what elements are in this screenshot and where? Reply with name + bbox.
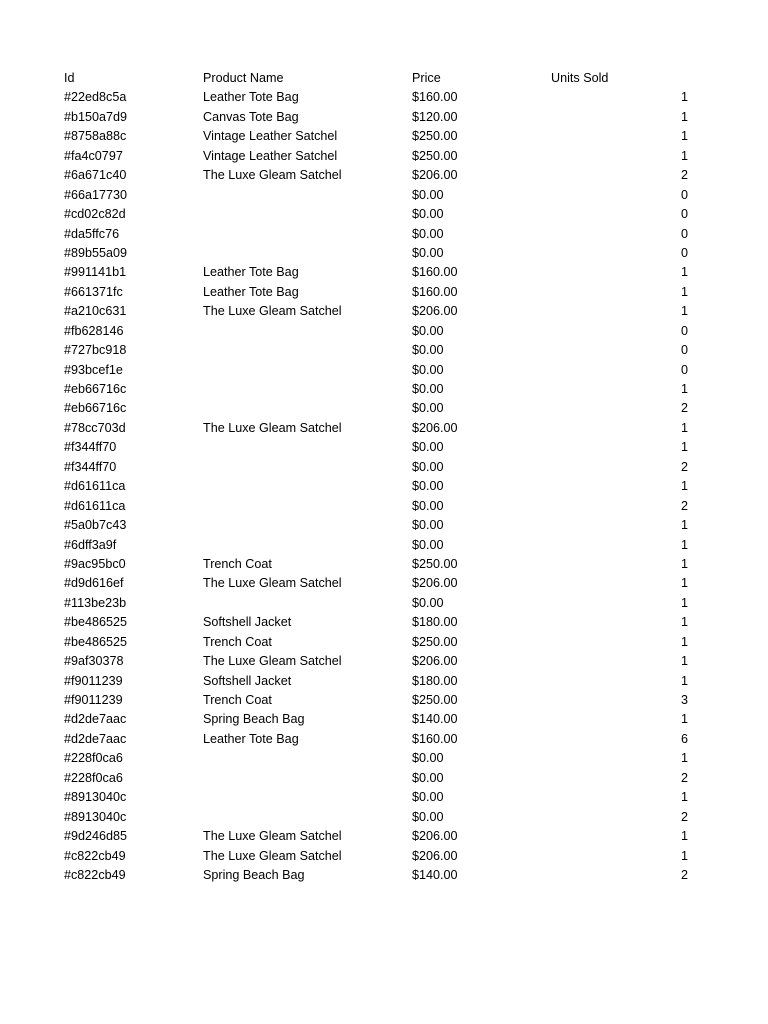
- table-row: [0, 477, 768, 496]
- cell-price: $0.00: [412, 401, 444, 416]
- cell-price: $0.00: [412, 459, 444, 474]
- cell-id: #f344ff70: [64, 440, 117, 455]
- table-row: [0, 186, 768, 205]
- header-product-name: Product Name: [203, 71, 284, 85]
- cell-units-sold: 0: [680, 343, 688, 358]
- cell-price: $206.00: [412, 848, 458, 863]
- cell-product-name: Trench Coat: [203, 693, 272, 707]
- cell-units-sold: 2: [680, 498, 688, 513]
- cell-id: #8758a88c: [64, 129, 127, 144]
- cell-units-sold: 1: [680, 712, 688, 727]
- table-row: [0, 361, 768, 380]
- table-row: [0, 283, 768, 302]
- cell-id: #78cc703d: [64, 420, 126, 435]
- cell-id: #d2de7aac: [64, 731, 127, 746]
- cell-product-name: The Luxe Gleam Satchel: [203, 654, 342, 669]
- table-row: [0, 166, 768, 185]
- cell-id: #cd02c82d: [64, 207, 126, 222]
- cell-id: #d2de7aac: [64, 712, 127, 727]
- cell-price: $206.00: [412, 829, 458, 844]
- cell-product-name: The Luxe Gleam Satchel: [203, 576, 342, 591]
- cell-id: #da5ffc76: [64, 226, 120, 241]
- table-row: [0, 691, 768, 710]
- cell-units-sold: 1: [680, 265, 688, 280]
- cell-id: #6a671c40: [64, 168, 127, 183]
- cell-product-name: Trench Coat: [203, 556, 272, 571]
- table-row: [0, 710, 768, 729]
- cell-price: $140.00: [412, 867, 458, 882]
- cell-product-name: Spring Beach Bag: [203, 867, 305, 882]
- cell-id: #228f0ca6: [64, 770, 123, 785]
- cell-product-name: The Luxe Gleam Satchel: [203, 168, 342, 183]
- cell-units-sold: 2: [680, 168, 688, 183]
- table-row: [0, 808, 768, 827]
- table-row: [0, 788, 768, 807]
- cell-units-sold: 1: [680, 751, 688, 766]
- cell-product-name: The Luxe Gleam Satchel: [203, 829, 342, 844]
- cell-price: $0.00: [412, 595, 444, 610]
- table-row: [0, 749, 768, 768]
- table-row: [0, 574, 768, 593]
- table-row: [0, 458, 768, 477]
- cell-units-sold: 1: [680, 148, 688, 163]
- cell-price: $160.00: [412, 284, 458, 299]
- cell-price: $180.00: [412, 673, 458, 688]
- cell-price: $0.00: [412, 207, 444, 222]
- cell-id: #5a0b7c43: [64, 518, 127, 533]
- cell-id: #8913040c: [64, 809, 127, 824]
- cell-units-sold: 1: [680, 654, 688, 669]
- cell-units-sold: 1: [680, 284, 688, 299]
- cell-price: $0.00: [412, 537, 444, 552]
- cell-id: #fa4c0797: [64, 148, 123, 163]
- cell-price: $206.00: [412, 304, 458, 319]
- cell-product-name: Leather Tote Bag: [203, 90, 299, 105]
- table-row: [0, 847, 768, 866]
- cell-price: $0.00: [412, 440, 444, 455]
- cell-price: $160.00: [412, 265, 458, 280]
- cell-units-sold: 1: [680, 556, 688, 571]
- cell-id: #d61611ca: [64, 479, 126, 494]
- cell-units-sold: 1: [680, 518, 688, 533]
- cell-price: $0.00: [412, 382, 444, 396]
- cell-units-sold: 1: [680, 829, 688, 844]
- cell-price: $206.00: [412, 168, 458, 183]
- cell-units-sold: 1: [680, 576, 688, 591]
- cell-price: $206.00: [412, 576, 458, 591]
- cell-price: $0.00: [412, 751, 444, 766]
- cell-id: #a210c631: [64, 304, 127, 319]
- table-row: [0, 127, 768, 146]
- cell-id: #be486525: [64, 615, 128, 630]
- table-row: [0, 497, 768, 516]
- table-row: [0, 419, 768, 438]
- cell-id: #9ac95bc0: [64, 556, 126, 571]
- table-row: [0, 633, 768, 652]
- cell-price: $250.00: [412, 693, 458, 707]
- cell-units-sold: 1: [680, 615, 688, 630]
- cell-price: $250.00: [412, 148, 458, 163]
- cell-price: $140.00: [412, 712, 458, 727]
- table-row: [0, 730, 768, 749]
- table-body: [0, 88, 768, 885]
- cell-units-sold: 0: [680, 226, 688, 241]
- cell-price: $0.00: [412, 518, 444, 533]
- table-row: [0, 438, 768, 457]
- cell-product-name: Spring Beach Bag: [203, 712, 305, 727]
- table-row: [0, 341, 768, 360]
- cell-units-sold: 2: [680, 770, 688, 785]
- cell-id: #f344ff70: [64, 459, 117, 474]
- cell-price: $206.00: [412, 654, 458, 669]
- header-units-sold: Units Sold: [551, 71, 609, 85]
- cell-price: $206.00: [412, 420, 458, 435]
- table-row: [0, 225, 768, 244]
- table-row: [0, 613, 768, 632]
- table-row: [0, 302, 768, 321]
- cell-units-sold: 6: [680, 731, 688, 746]
- cell-product-name: Softshell Jacket: [203, 615, 292, 630]
- cell-id: #eb66716c: [64, 401, 127, 416]
- cell-price: $0.00: [412, 343, 444, 358]
- cell-price: $160.00: [412, 731, 458, 746]
- cell-id: #f9011239: [64, 693, 123, 707]
- cell-units-sold: 0: [680, 245, 688, 260]
- cell-product-name: Vintage Leather Satchel: [203, 129, 338, 144]
- cell-id: #eb66716c: [64, 382, 127, 396]
- cell-units-sold: 1: [680, 440, 688, 455]
- cell-price: $250.00: [412, 556, 458, 571]
- cell-units-sold: 1: [680, 537, 688, 552]
- cell-price: $250.00: [412, 634, 458, 649]
- table-row: [0, 322, 768, 341]
- cell-units-sold: 1: [680, 673, 688, 688]
- cell-id: #6dff3a9f: [64, 537, 117, 552]
- cell-product-name: The Luxe Gleam Satchel: [203, 848, 342, 863]
- cell-units-sold: 1: [680, 304, 688, 319]
- table-row: [0, 536, 768, 555]
- table-row: [0, 555, 768, 574]
- cell-id: #228f0ca6: [64, 751, 123, 766]
- table-row: [0, 769, 768, 788]
- cell-units-sold: 1: [680, 595, 688, 610]
- cell-units-sold: 1: [680, 382, 688, 396]
- cell-price: $0.00: [412, 479, 444, 494]
- cell-id: #991141b1: [64, 265, 127, 280]
- table-row: [0, 147, 768, 166]
- cell-units-sold: 2: [680, 809, 688, 824]
- cell-price: $0.00: [412, 770, 444, 785]
- cell-id: #66a17730: [64, 187, 128, 202]
- cell-price: $0.00: [412, 187, 444, 202]
- table-row: [0, 594, 768, 613]
- cell-price: $0.00: [412, 226, 444, 241]
- cell-units-sold: 2: [680, 401, 688, 416]
- cell-units-sold: 1: [680, 90, 688, 105]
- cell-price: $0.00: [412, 809, 444, 824]
- cell-product-name: The Luxe Gleam Satchel: [203, 304, 342, 319]
- cell-product-name: Vintage Leather Satchel: [203, 148, 338, 163]
- cell-id: #113be23b: [64, 595, 127, 610]
- cell-id: #661371fc: [64, 284, 123, 299]
- cell-price: $160.00: [412, 90, 458, 105]
- cell-id: #d9d616ef: [64, 576, 124, 591]
- cell-units-sold: 1: [680, 129, 688, 144]
- cell-price: $0.00: [412, 790, 444, 805]
- cell-units-sold: 1: [680, 634, 688, 649]
- cell-id: #93bcef1e: [64, 362, 123, 377]
- cell-id: #727bc918: [64, 343, 127, 358]
- cell-id: #8913040c: [64, 790, 127, 805]
- cell-units-sold: 0: [680, 187, 688, 202]
- table-row: [0, 108, 768, 127]
- cell-product-name: Softshell Jacket: [203, 673, 292, 688]
- table-row: [0, 399, 768, 418]
- cell-price: $250.00: [412, 129, 458, 144]
- cell-id: #89b55a09: [64, 245, 128, 260]
- cell-units-sold: 1: [680, 420, 688, 435]
- cell-price: $0.00: [412, 498, 444, 513]
- cell-units-sold: 3: [680, 693, 688, 707]
- cell-product-name: The Luxe Gleam Satchel: [203, 420, 342, 435]
- table-row: [0, 88, 768, 107]
- cell-id: #fb628146: [64, 323, 124, 338]
- cell-units-sold: 0: [680, 207, 688, 222]
- cell-price: $180.00: [412, 615, 458, 630]
- cell-units-sold: 1: [680, 848, 688, 863]
- cell-product-name: Trench Coat: [203, 634, 272, 649]
- cell-price: $0.00: [412, 245, 444, 260]
- cell-id: #be486525: [64, 634, 128, 649]
- cell-units-sold: 0: [680, 362, 688, 377]
- cell-units-sold: 2: [680, 867, 688, 882]
- cell-id: #d61611ca: [64, 498, 126, 513]
- cell-units-sold: 1: [680, 479, 688, 494]
- table-row: [0, 516, 768, 535]
- cell-price: $120.00: [412, 109, 458, 124]
- cell-id: #c822cb49: [64, 867, 126, 882]
- cell-units-sold: 1: [680, 790, 688, 805]
- cell-id: #22ed8c5a: [64, 90, 127, 105]
- cell-price: $0.00: [412, 323, 444, 338]
- cell-id: #f9011239: [64, 673, 123, 688]
- table-row: [0, 866, 768, 885]
- table-row: [0, 672, 768, 691]
- cell-units-sold: 1: [680, 109, 688, 124]
- header-row: [0, 69, 768, 88]
- sales-table: [0, 69, 768, 885]
- table-row: [0, 205, 768, 224]
- cell-id: #c822cb49: [64, 848, 126, 863]
- cell-units-sold: 0: [680, 323, 688, 338]
- cell-id: #9af30378: [64, 654, 124, 669]
- table-row: [0, 827, 768, 846]
- table-row: [0, 380, 768, 399]
- cell-product-name: Leather Tote Bag: [203, 731, 299, 746]
- cell-units-sold: 2: [680, 459, 688, 474]
- table-row: [0, 244, 768, 263]
- table-row: [0, 263, 768, 282]
- cell-id: #9d246d85: [64, 829, 128, 844]
- cell-price: $0.00: [412, 362, 444, 377]
- header-id: Id: [64, 71, 75, 85]
- cell-product-name: Canvas Tote Bag: [203, 109, 299, 124]
- table-row: [0, 652, 768, 671]
- cell-product-name: Leather Tote Bag: [203, 284, 299, 299]
- cell-id: #b150a7d9: [64, 109, 128, 124]
- cell-product-name: Leather Tote Bag: [203, 265, 299, 280]
- header-price: Price: [412, 71, 441, 85]
